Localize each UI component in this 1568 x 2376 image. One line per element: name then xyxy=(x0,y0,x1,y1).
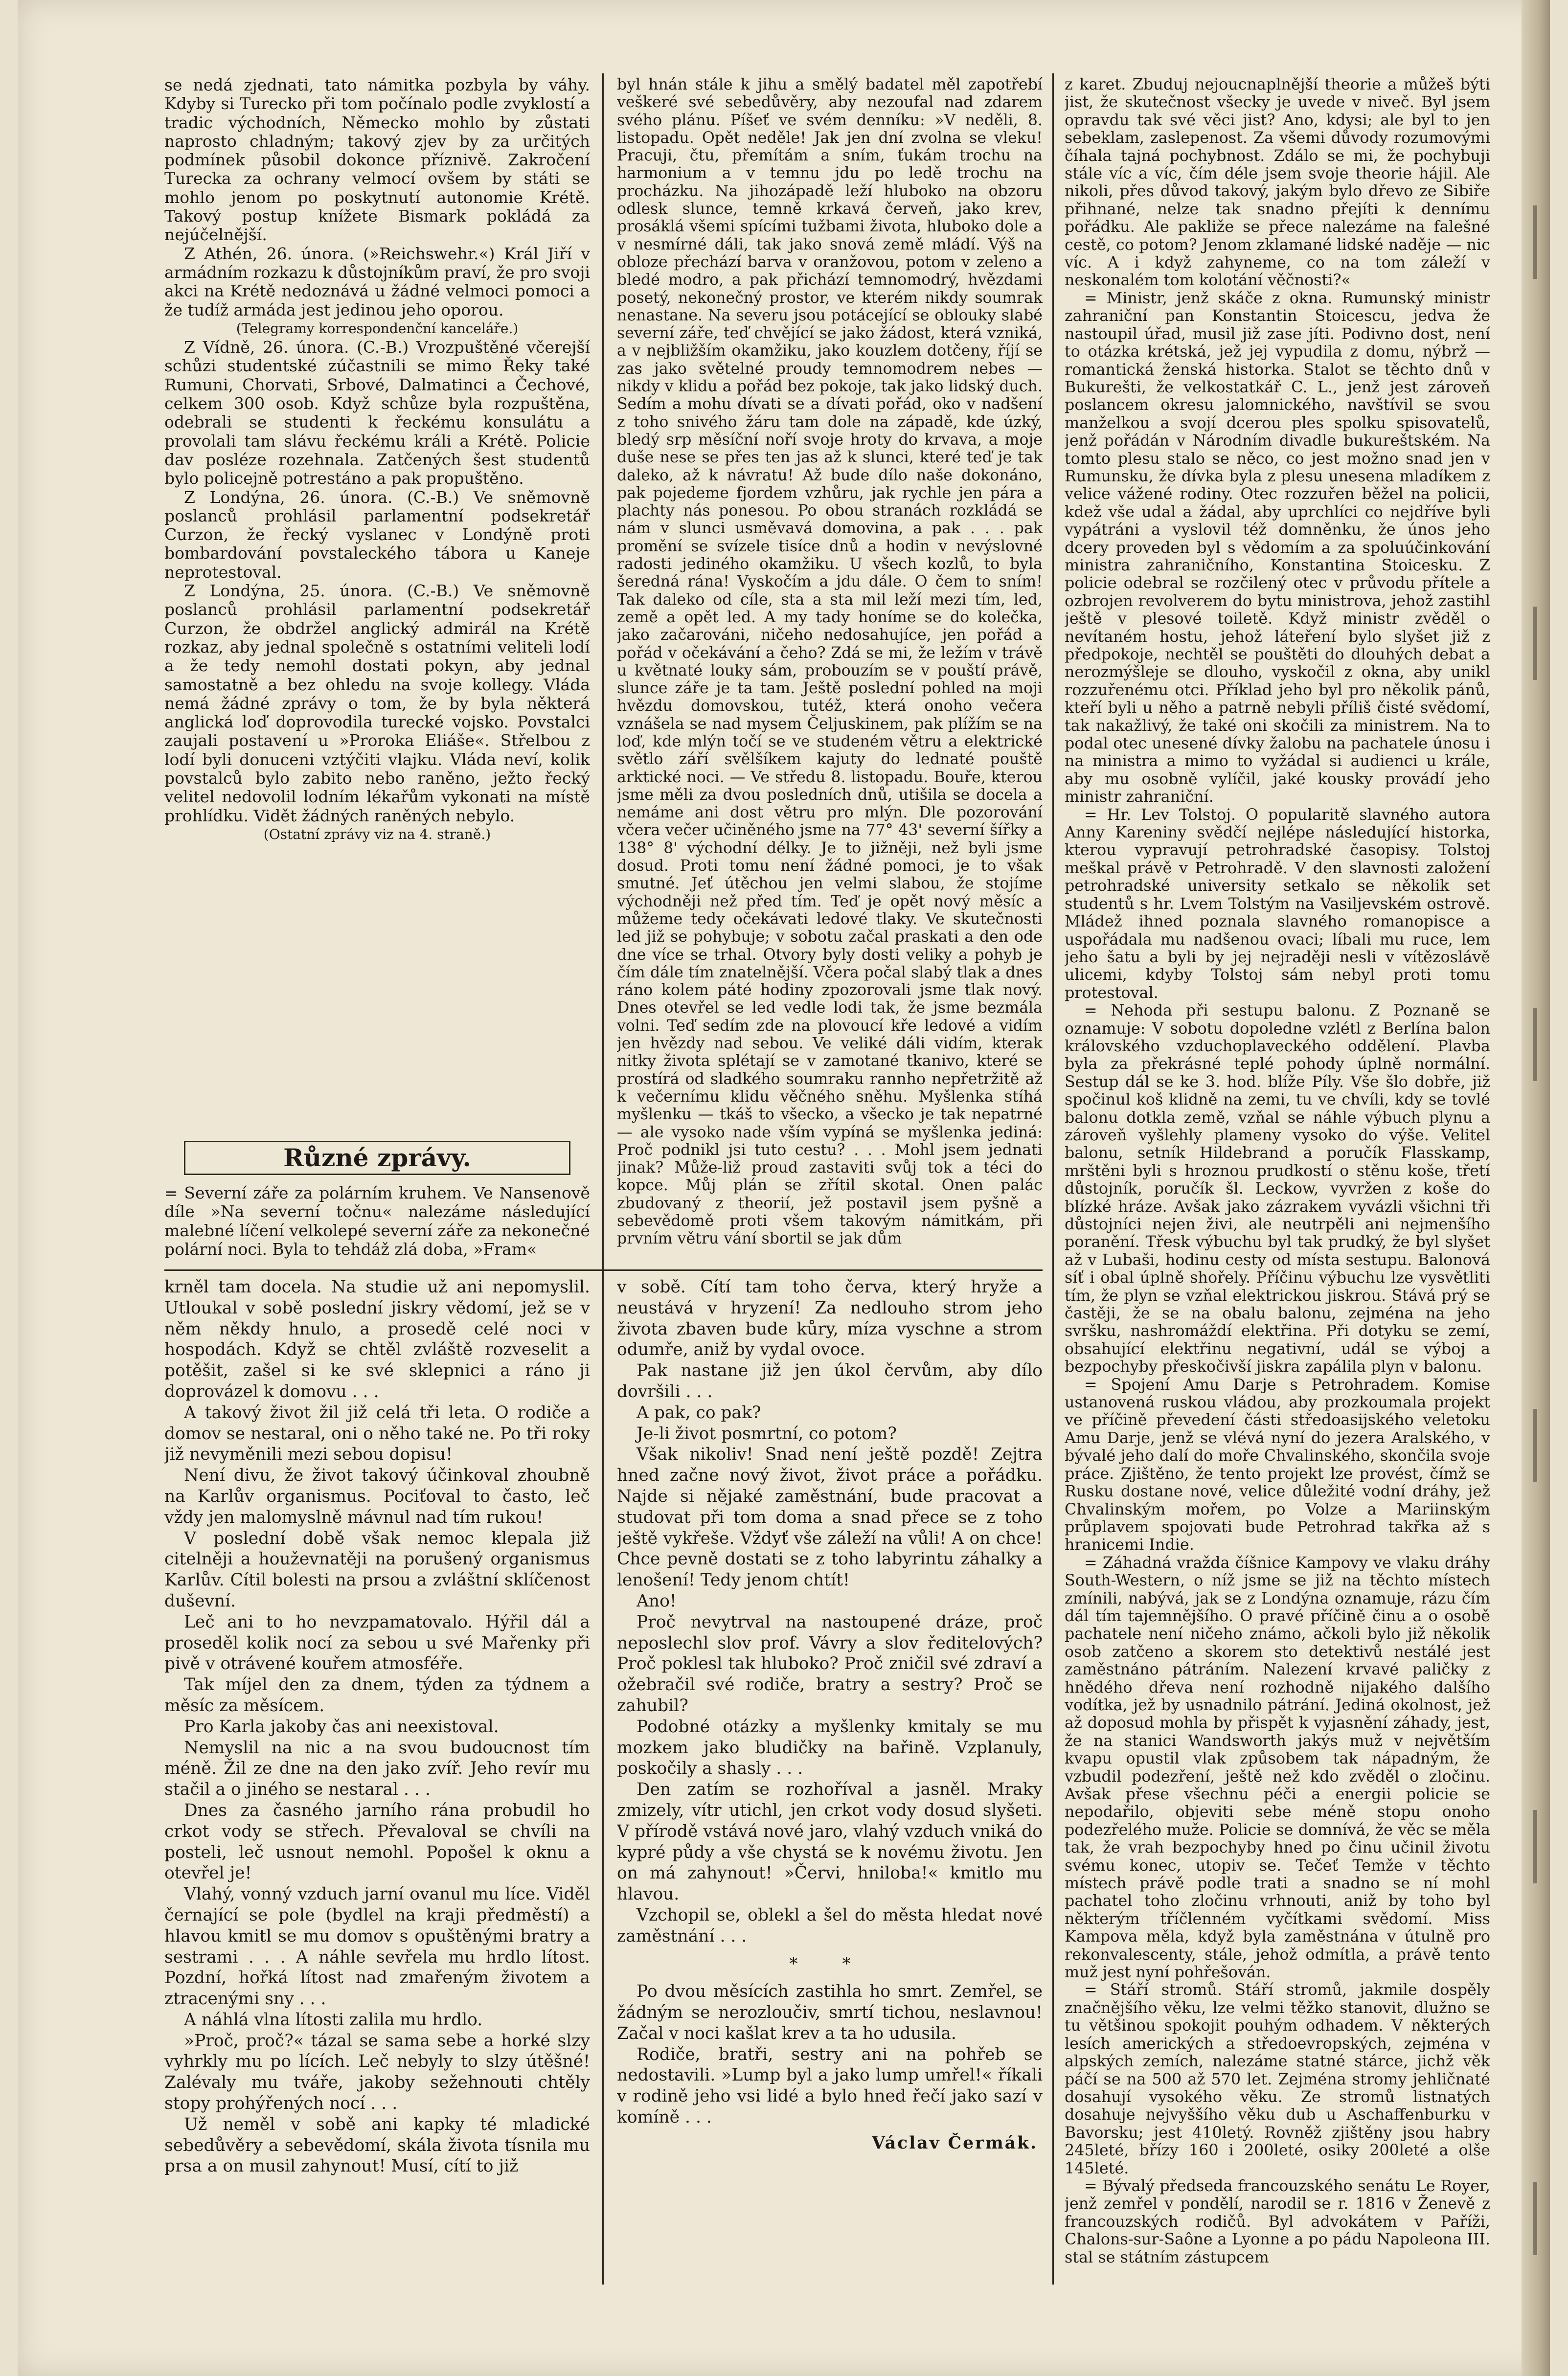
col1-lower-paragraph: Pro Karla jakoby čas ani neexistoval. xyxy=(184,1717,499,1737)
col2-lower-paragraph: Vzchopil se, oblekl a šel do města hledat nové zaměstnání . . . xyxy=(617,1905,1043,1946)
column-rule-2 xyxy=(1052,73,1054,2285)
col3-paragraph: = Bývalý předseda francouzského senátu Le Royer, jenž zemřel v pondělí, narodil se r. 1816 v Ženevě z francouzských rodičů. Byl advokátem v Paříži, Chalons-sur-Saône a Lyonne a po pádu Napoleona III. stal se státním zástupcem xyxy=(1065,2176,1490,2266)
col1-paragraph: Z Athén, 26. února. (»Reichswehr.«) Král Jiří v armádním rozkazu k důstojníkům praví, že pro svoji akci na Krétě nedoznává u žádné velmoci pomoci a že tudíž armáda jest jedinou jeho oporou. xyxy=(164,244,590,319)
col1-lower-paragraph: Vlahý, vonný vzduch jarní ovanul mu líce. Viděl černající se pole (bydlel na kraji předměstí) a hlavou kmitl se mu domov s opuštěnými bratry a sestrami . . . A náhle sevřela mu hrdlo lítost. Pozdní, hořká lítost nad zmařeným životem a ztracenými sny . . . xyxy=(164,1884,590,2009)
col1-paragraph: se nedá zjednati, tato námitka pozbyla by váhy. Kdyby si Turecko při tom počínalo podle zvyklostí a tradic východních, Německo mohlo by zůstati naprosto chladným; takový zjev by za určitých podmínek působil dokonce příznivě. Zakročení Turecka za ochrany velmocí ovšem by státi se mohlo jenom po poskytnutí autonomie Krétě. Takový postup knížete Bismark pokládá za nejúčelnější. xyxy=(164,76,590,245)
col2-lower-paragraph: Proč nevytrval na nastoupené dráze, proč neposlechl slov prof. Vávry a slov ředitelových? Proč poklesl tak hluboko? Proč zničil své zdraví a ožebračil své rodiče, bratry a sestry? Proč se zahubil? xyxy=(617,1612,1043,1716)
col3-paragraph: z karet. Zbuduj nejoucnaplnější theorie a můžeš býti jist, že skutečnost všecky je uvede v niveč. Byl jsem opravdu tak své věci jist? Ano, kdysi; ale byl to jen sebeklam, zaslepenost. Za všemi důvody rozumovými číhala tajná pochybnost. Zdálo se mi, že pochybuji stále víc a víc, čím déle jsem svoje theorie hájil. Ale nikoli, přes důvod takový, jakým bylo dřevo ze Sibiře přihnané, nelze tak snadno přejíti k dennímu pořádku. Ale pakliže se přece nalezáme na falešné cestě, co potom? Jenom zklamané lidské naděje — nic víc. A i když zahyneme, co na tom záleží v neskonalém tom kolotání věčnosti?« xyxy=(1065,76,1490,290)
col1-lower-paragraph: Leč ani to ho nevzpamatovalo. Hýřil dál a proseděl kolik nocí za sebou u své Mařenky při pivě v otrávené kouřem atmosféře. xyxy=(164,1612,590,1674)
col2-lower-paragraph: Je-li život posmrtní, co potom? xyxy=(636,1424,897,1444)
col2-lower-paragraph: Podobné otázky a myšlenky kmitaly se mu mozkem jako bludičky na bařině. Vzplanuly, poskočily a shasly . . . xyxy=(617,1717,1043,1779)
column-1-feuilleton xyxy=(164,1277,590,2280)
col1-paragraph: Z Londýna, 26. února. (C.-B.) Ve sněmovně poslanců prohlásil parlamentní podsekretář Curzon, že řecký vyslanec v Londýně proti bombardování povstaleckého tábora u Kaneje neprotestoval. xyxy=(164,487,590,582)
column-rule-1 xyxy=(602,73,604,2285)
col1-lower-paragraph: A náhlá vlna lítosti zalila mu hrdlo. xyxy=(184,2010,483,2030)
column-1-severni-zare xyxy=(164,1184,590,1282)
column-2-feuilleton xyxy=(617,1277,1043,2280)
col2-lower-paragraph: Však nikoliv! Snad není ještě pozdě! Zejtra hned začne nový život, život práce a pořádku. Najde si nějaké zaměstnání, bude pracovat a studovat při tom doma a snad přece se z toho ještě vykřeše. Vždyť vše záleží na vůli! A on chce! Chce pevně dostati se z toho labyrintu záhalky a lenošení! Tedy jenom chtít! xyxy=(617,1445,1043,1590)
column-3-news xyxy=(1065,76,1490,2302)
col2-lower-paragraph: * * xyxy=(789,1954,870,1974)
col2-lower-paragraph: A pak, co pak? xyxy=(636,1403,761,1423)
col1-paragraph: Z Londýna, 25. února. (C.-B.) Ve sněmovně poslanců prohlásil parlamentní podsekretář Curzon, že obdržel anglický admirál na Krétě rozkaz, aby jednal společně s ostatními veliteli lodí a že tedy nemohl dostati pokyn, aby jednal samostatně a bez ohledu na svoje kollegy. Vláda nemá žádné zprávy o tom, že by byla některá anglická loď doprovodila turecké vojsko. Povstalci zaujali postavení u »Proroka Eliáše«. Střelbou z lodí byli donuceni vztýčiti vlajku. Vláda neví, kolik povstalců bylo zabito nebo raněno, ježto řecký velitel nedovolil lodním lékařům vykonati na místě prohlídku. Vidět žádných raněných nebylo. xyxy=(164,581,590,825)
col1-lower-paragraph: A takový život žil již celá tři leta. O rodiče a domov se nestaral, oni o něho také ne. Po tři roky již nevyměnili mezi sebou dopisu! xyxy=(164,1403,590,1465)
col1-lower-paragraph: Nemyslil na nic a na svou budoucnost tím méně. Žil ze dne na den jako zvíř. Jeho revír mu stačil a o jiného se nestaral . . . xyxy=(164,1738,590,1800)
col3-paragraph: = Stáří stromů. Stáří stromů, jakmile dospěly značnějšího věku, lze velmi těžko stanovit, dlužno se tu většinou spokojit pouhým odhadem. V některých lesích amerických a středoevropských, zejména v alpských zemích, nalezáme statné stárce, jichž věk páčí se na 500 až 570 let. Zejména stromy jehličnaté dosahují vysokého věku. Ze stromů listnatých dosahuje nejvyššího věku dub u Aschaffenburku v Bavorsku; jest 410letý. Rovněž zjištěny jsou habry 245leté, břízy 160 i 200leté, osiky 200leté a olše 145leté. xyxy=(1065,1981,1490,2177)
col1-lower-paragraph: »Proč, proč?« tázal se sama sebe a horké slzy vyhrkly mu po lících. Leč nebyly to slzy útěšné! Zalévaly mu tváře, jakoby sežehnouti chtěly stopy prohýřených nocí . . . xyxy=(164,2031,590,2114)
column-1-news xyxy=(164,76,590,1137)
col2-lower-paragraph: Pak nastane již jen úkol červům, aby dílo dovršili . . . xyxy=(617,1361,1043,1402)
col3-paragraph: = Hr. Lev Tolstoj. O popularitě slavného autora Anny Kareniny svědčí nejlépe následující historka, kterou vypravují petrohradské časopisy. Tolstoj meškal právě v Petrohradě. V den slavnosti založení petrohradské university setkalo se několik set studentů s hr. Lvem Tolstým na Vasiljevském ostrově. Mládež ihned poznala slavného romanopisce a uspořádala mu nadšenou ovaci; líbali mu ruce, lem jeho šatu a byli by jej nejraději nesli v vítězoslávě ulicemi, kdyby Tolstoj sám nebyl proti tomu protestoval. xyxy=(1065,805,1490,1002)
col1-paragraph: (Ostatní zprávy viz na 4. straně.) xyxy=(263,826,491,842)
col3-paragraph: = Spojení Amu Darje s Petrohradem. Komise ustanovená ruskou vládou, aby prozkoumala projekt ve příčině převedení části středoasijského veletoku Amu Darje, jenž se vlévá nyní do jezera Aralského, v bývalé jeho dalí do moře Chvalinského, skončila svoje práce. Zjištěno, že tento projekt lze provést, čímž se Rusku dostane nové, velice důležité vodní dráhy, jež Chvalinským mořem, po Volze a Mariinským průplavem spojovati bude Petrohrad takřka až s hranicemi Indie. xyxy=(1065,1375,1490,1554)
col2-lower-paragraph: Rodiče, bratři, sestry ani na pohřeb se nedostavili. »Lump byl a jako lump umřel!« říkali v rodině jeho vsi lidé a bylo hned řečí jako sazí v komíně . . . xyxy=(617,2044,1043,2127)
newspaper-page xyxy=(18,0,1550,2376)
col2-lower-paragraph: v sobě. Cítí tam toho červa, který hryže a neustává v hryzení! Za nedlouho strom jeho života zbaven bude kůry, míza vyschne a strom odumře, aniž by vydal ovoce. xyxy=(617,1277,1043,1360)
col2-lower-paragraph: Den zatím se rozhoříval a jasněl. Mraky zmizely, vítr utichl, jen crkot vody dosud slyšeti. V přírodě vstává nové jaro, vlahý vzduch vniká do kypré půdy a vše chystá se k novému životu. Jen on má zahynout! »Červi, hniloba!« kmitlo mu hlavou. xyxy=(617,1780,1043,1904)
page-binding-edge xyxy=(1522,0,1550,2376)
col1b-paragraph: = Severní záře za polárním kruhem. Ve Nansenově díle »Na severní točnu« nalezáme následující malebné líčení velkolepé severní záře za nekonečné polární noci. Byla to tehdáž zlá doba, »Fram« xyxy=(164,1184,590,1259)
section-title-wrap xyxy=(164,1135,590,1179)
col1-lower-paragraph: krněl tam docela. Na studie už ani nepomyslil. Utloukal v sobě poslední jiskry vědomí, jež se v něm někdy hnulo, a prosedě celé noci v hospodách. Když se chtěl zvláště rozveselit a potěšit, zašel si ke své sklepnici a ráno ji doprovázel k domovu . . . xyxy=(164,1277,590,1402)
section-title: Různé zprávy. xyxy=(184,1141,570,1175)
col1-paragraph: Z Vídně, 26. února. (C.-B.) Vrozpuštěné včerejší schůzi studentské zúčastnili se mimo Řeky také Rumuni, Chorvati, Srbové, Dalmatinci a Čechové, celkem 300 osob. Když schůze byla rozpuštěna, odebrali se studenti k řeckému konsulátu a provolali tam slávu řeckému králi a Krétě. Policie dav posléze rozehnala. Zatčených šest studentů bylo policejně potrestáno a pak propuštěno. xyxy=(164,338,590,488)
col3-paragraph: = Nehoda při sestupu balonu. Z Poznaně se oznamuje: V sobotu dopoledne vzlétl z Berlína balon královského vzduchoplaveckého oddělení. Plavba byla za překrásné teplé pohody úplně normální. Sestup dál se ke 3. hod. blíže Píly. Vše šlo dobře, již spočinul koš klidně na zemi, tu ve chvíli, kdy se tovlé balonu dotkla země, vzňal se náhle výbuch plynu a zároveň vyšlehly plameny vysoko do výše. Velitel balonu, setník Hildebrand a poručík Flasskamp, mrštěni byli s hroznou prudkostí o stěnu koše, třetí důstojník, poručík šl. Leckow, vyvržen z koše do blízké hráze. Avšak jako zázrakem vyvázli všichni tři důstojníci nejen živi, ale neutrpěli ani nejmenšího poranění. Třesk výbuchu byl tak prudký, že byl slyšet až v Lubaši, hodinu cesty od místa sestupu. Balonová síť i obal úplně shořely. Příčinu výbuchu lze vysvětliti tím, že plyn se vzňal elektrickou jiskrou. Stává prý se častěji, že se na obalu balonu, zejména na jeho svršku, nashromáždí elektřina. Při dotyku se zemí, obsahující elektřinu negativní, udál se výboj a bezpochyby přeskočivší jiskra zapálila plyn v balonu. xyxy=(1065,1001,1490,1376)
col1-lower-paragraph: Už neměl v sobě ani kapky té mladické sebedůvěry a sebevědomí, skála života tísnila mu prsa a on musil zahynout! Musí, cítí to již xyxy=(164,2114,590,2176)
col3-paragraph: = Ministr, jenž skáče z okna. Rumunský ministr zahraniční pan Konstantin Stoicescu, jedva že nastoupil úřad, musil již zase jíti. Podivno dost, není to otázka krétská, jež jej vypudila z domu, nýbrž — romantická ženská historka. Stalot se těchto dnů v Bukurešti, že velkostatkář C. L., jenž jest zároveň poslancem okresu jalomnického, navštívil se svou manželkou a svojí dcerou ples spolku spisovatelů, jenž pořádán v Národním divadle bukureštském. Na tomto plesu stalo se něco, co jest možno snad jen v Rumunsku, že dívka byla z plesu unesena mladíkem z velice vážené rodiny. Otec rozzuřen běžel na policii, kdež vše udal a žádal, aby uprchlíci co nejdříve byli vypátráni a vyslovil též domněnku, že únos jeho dcery proveden byl s vědomím a za spoluúčinkování ministra zahraničního, Konstantina Stoicesku. Z policie odebral se rozčilený otec v průvodu přítele a ozbrojen revolverem do bytu ministrova, jehož zastihl ještě v plesové toiletě. Když ministr zvěděl o nevítaném hostu, jehož láteření bylo slyšet již z předpokoje, nechtěl se pouštěti do dlouhých debat a nerozmýšleje se dlouho, vyskočil z okna, aby unikl rozzuřenému otci. Příklad jeho byl pro několik pánů, kteří byli u něho a patrně nebyli příliš čisté svědomí, tak nakažlivý, že také oni skočili za ministrem. Na to podal otec unesené dívky žalobu na pachatele únosu i na ministra a mimo to vyžádal si audienci u krále, aby mu osobně vylíčil, jaké kousky provádí jeho ministr zahraniční. xyxy=(1065,289,1490,806)
col2-lower-paragraph: Po dvou měsících zastihla ho smrt. Zemřel, se žádným se nerozloučiv, smrtí tichou, neslavnou! Začal v noci kašlat krev a ta ho udusila. xyxy=(617,1982,1043,2043)
column-2-nansen xyxy=(617,76,1043,1269)
col1-lower-paragraph: Tak míjel den za dnem, týden za týdnem a měsíc za měsícem. xyxy=(164,1675,590,1716)
col2-lower-paragraph: Václav Čermák. xyxy=(872,2133,1038,2153)
col1-paragraph: (Telegramy korrespondenční kanceláře.) xyxy=(236,320,519,337)
col1-lower-paragraph: Dnes za časného jarního rána probudil ho crkot vody se střech. Převaloval se chvíli na posteli, leč usnout nemohl. Popošel k oknu a otevřel je! xyxy=(164,1800,590,1883)
col2-lower-paragraph: Ano! xyxy=(636,1591,677,1611)
col1-lower-paragraph: V poslední době však nemoc klepala již citelněji a houževnatěji na porušený organismus Karlův. Cítil bolesti na prsou a zvláštní sklíčenost duševní. xyxy=(164,1528,590,1611)
col2-paragraph: byl hnán stále k jihu a smělý badatel měl zapotřebí veškeré své sebedůvěry, aby nezoufal nad zdarem svého plánu. Píšeť ve svém denníku: »V neděli, 8. listopadu. Opět neděle! Jak jen dní zvolna se vleku! Pracuji, čtu, přemítám a sním, ťukám trochu na harmonium a v temnu jdu po ledě trochu na procházku. Na jihozápadě leží hluboko na obzoru odlesk slunce, temně krkavá červeň, jako krev, prosáklá všemi spícími tužbami života, hluboko dole a v nesmírné dáli, tak jako snová země mládí. Výš na obloze přechází barva v oranžovou, potom v zeleno a bledé modro, a pak přichází temnomodrý, hvězdami posetý, nekonečný prostor, ve kterém nikdy soumrak nenastane. Na severu jsou potácející se oblouky slabé severní záře, teď chvějící se jako žádost, která vzniká, a v nejbližším okamžiku, jako kouzlem dotčeny, říjí se zas jako světelné proudy temnomodrem nebes — nikdy v klidu a pořád bez pokoje, tak jako lidský duch. Sedím a mohu dívati se a dívati pořád, oko v nadšení z toho snivého žáru tam dole na západě, kde úzký, bledý srp měsíční noří svoje hroty do krvava, a moje duše nese se přes ten jas až k slunci, které teď je tak daleko, až k návratu! Až bude dílo naše dokonáno, pak pojedeme fjordem vzhůru, jak rychle jen pára a plachty nás ponesou. Po obou stranách rozkládá se nám v slunci usměvavá domovina, a pak . . . pak promění se svízele tisíce dnů a hodin v nevýslovné radosti jediného okamžiku. U všech kozlů, to byla šeredná rána! Vyskočím a jdu dále. O čem to sním! Tak daleko od cíle, sta a sta mil leží mezi tím, led, země a opět led. A my tady honíme se do kolečka, jako začarováni, ničeho nedosahujíce, jen pořád a pořád v očekávání a čeho? Zdá se mi, že ležím v trávě u květnaté louky sám, probouzím se v pouští právě, slunce záře je ta tam. Ještě poslední pohled na moji hvězdu domovskou, tutéž, která onoho večera vznášela se nad mysem Čeljuskinem, pak plížím se na loď, kde mlýn točí se ve studeném větru a elektrické světlo září svělšíkem kajuty do lednaté pouště arktické noci. — Ve středu 8. listopadu. Bouře, kterou jsme měli za dvou posledních dnů, utišila se docela a nemáme ani dost větru pro mlýn. Dle pozorování včera večer učiněného jsme na 77° 43' severní šířky a 138° 8' východní délky. Je to jižněji, než byli jsme dosud. Proti tomu není žádné pomoci, je to však smutné. Jeť útěchou jen velmi slabou, že stojíme východněji než před tím. Teď je opět nový měsíc a můžeme tedy očekávati ledové tlaky. Ve skutečnosti led již se pohybuje; v sobotu začal praskati a den ode dne více se trhal. Otvory byly dosti veliky a pohyb je čím dále tím znatelnější. Včera počal slabý tlak a dnes ráno kolem páté hodiny zpozorovali jsme tlak nový. Dnes otevřel se led vedle lodi tak, že jsme bezmála volni. Teď sedím zde na plovoucí kře ledové a vidím jen hvězdy nad sebou. Ve veliké dáli vidím, kterak nitky života splétají se v zamotané tkanivo, které se prostírá od sladkého soumraku rannho nepřetržitě až k večernímu klidu věčného sněhu. Myšlenka stíhá myšlenku — tkáš to všecko, a všecko je tak nepatrné — ale vysoko nade vším vypíná se myšlenka jediná: Proč podnikl jsi tuto cestu? . . . Mohl jsem jednati jinak? Může-liž proud zastaviti svůj tok a téci do kopce. Můj plán se zřítil skotal. Onen palác zbudovaný z theorií, jež postavil jsem pyšně a sebevědomě proti všem takovým námitkám, při prvním větru vání sbortil se jak dům xyxy=(617,76,1043,1248)
col3-paragraph: = Záhadná vražda číšnice Kampovy ve vlaku dráhy South-Western, o níž jsme se již na těchto místech zmínili, nabývá, jak se z Londýna oznamuje, rázu čím dál tím tajemnějšího. O pravé příčině činu a o osobě pachatele není ničeho známo, ačkoli bylo již několik osob zatčeno a skorem sto detektivů nestálé jest zaměstnáno pátráním. Nalezení krvavé paličky z hnědého dřeva není rozhodně nijakého dalšího vodítka, jež by usnadnilo pátrání. Jediná okolnost, jež až doposud mohla by přispět k vyjasnění záhady, jest, že na stanici Wandsworth jakýs muž v největším kvapu opustil vlak způsobem tak nápadným, že vzbudil podezření, ještě než kdo zvěděl o zločinu. Avšak přese všechnu péči a energii policie se nepodařilo, objeviti sebe méně stopu onoho podezřelého muže. Policie se domnívá, že věc se měla tak, že vrah bezpochyby hned po činu učinil životu svému konec, utopiv se. Tečeť Temže v těchto místech právě podle trati a snadno se ní mohl pachatel toho zločinu vrhnouti, aniž by toho byl některým tříčlenném vyčítkami svědomí. Miss Kampova měla, když byla zaměstnána v útulně pro rekonvalescenty, stále, jehož odmítla, a právě tento muž jest nyní pohřešován. xyxy=(1065,1553,1490,1982)
col1-lower-paragraph: Není divu, že život takový účinkoval zhoubně na Karlův organismus. Pociťoval to často, leč vždy jen malomyslně mávnul nad tím rukou! xyxy=(164,1466,590,1527)
